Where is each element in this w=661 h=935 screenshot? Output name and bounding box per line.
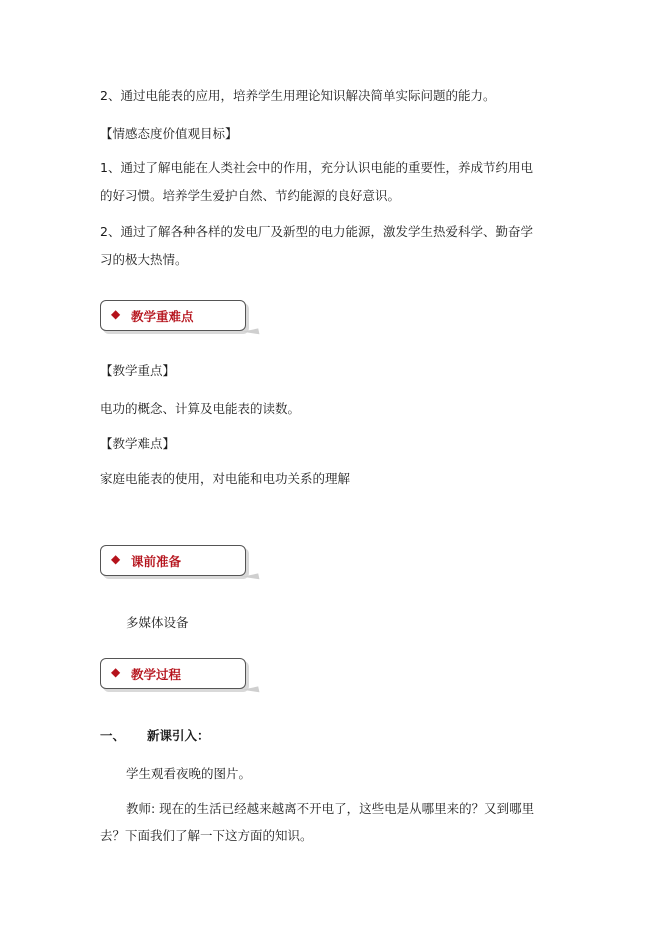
process-line-2: 教师: 现在的生活已经越来越离不开电了，这些电是从哪里来的？又到哪里 [126,801,535,816]
diamond-bullet-icon: ◆ [111,552,121,566]
section-header-process [100,658,246,689]
diamond-bullet-icon: ◆ [111,307,121,321]
difficulty-text: 家庭电能表的使用，对电能和电功关系的理解 [100,471,351,486]
step-number: 一、 [100,728,126,743]
objective-paragraph-2: 2、通过电能表的应用，培养学生用理论知识解决简单实际问题的能力。 [100,88,496,103]
focus-heading: 【教学重点】 [100,363,176,378]
callout-tail [243,328,260,337]
section-title: 教学重难点 [131,309,194,324]
focus-text: 电功的概念、计算及电能表的读数。 [100,401,301,416]
diamond-bullet-icon: ◆ [111,665,121,679]
callout-tail [243,686,260,695]
emotion-paragraph-2-line-2: 习的极大热情。 [100,252,188,267]
callout-tail [243,573,260,582]
emotion-paragraph-2-line-1: 2、通过了解各种各样的发电厂及新型的电力能源，激发学生热爱科学、勤奋学 [100,224,533,239]
difficulty-heading: 【教学难点】 [100,436,176,451]
process-line-3: 去？下面我们了解一下这方面的知识。 [100,828,313,843]
emotion-objective-heading: 【情感态度价值观目标】 [100,126,238,141]
emotion-paragraph-1-line-2: 的好习惯。培养学生爱护自然、节约能源的良好意识。 [100,188,401,203]
process-line-1: 学生观看夜晚的图片。 [126,766,252,781]
prep-text: 多媒体设备 [126,615,189,630]
section-title: 教学过程 [131,667,182,682]
section-header-prep [100,545,246,576]
emotion-paragraph-1-line-1: 1、通过了解电能在人类社会中的作用，充分认识电能的重要性，养成节约用电 [100,160,533,175]
section-header-key-points [100,300,246,331]
step-title: 新课引入： [147,728,210,743]
section-title: 课前准备 [131,554,182,569]
